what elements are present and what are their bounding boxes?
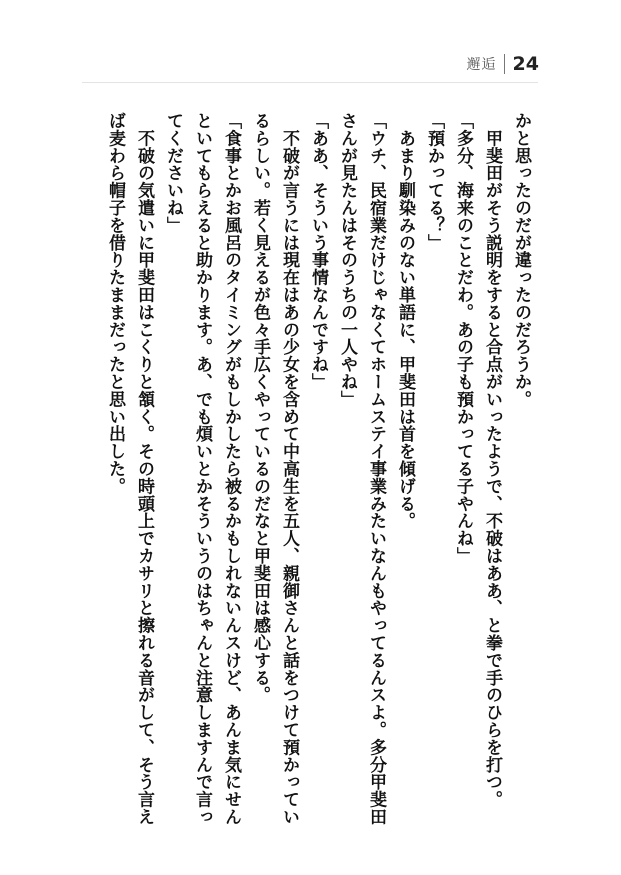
- text-line: 「ああ、そういう事情なんですね」: [308, 112, 328, 391]
- text-line: 不破の気遣いに甲斐田はこくりと頷く。その時頭上でカサリと擦れる音がして、そう言え: [134, 112, 154, 826]
- text-line: あまり馴染みのない単語に、甲斐田は首を傾げる。: [395, 112, 415, 530]
- text-line: さんが見たんはそのうちの一人やね」: [337, 112, 357, 408]
- text-line: 甲斐田がそう説明をすると合点がいったようで、不破はああ、と拳で手のひらを打つ。: [482, 112, 502, 808]
- page-number: 24: [512, 53, 539, 75]
- chapter-title: 邂逅: [466, 57, 497, 73]
- text-line: てくださいね」: [163, 112, 183, 234]
- text-line: ば麦わら帽子を借りたままだったと思い出した。: [105, 112, 125, 495]
- header-separator: [504, 54, 505, 74]
- text-line: るらしい。若く見えるが色々手広くやっているのだなと甲斐田は感心する。: [250, 112, 270, 704]
- text-line: 「預かってる？」: [424, 112, 444, 252]
- text-line: かと思ったのだが違ったのだろうか。: [511, 112, 531, 408]
- header-rule: [82, 82, 538, 83]
- text-line: 「ウチ、民宿業だけじゃなくてホームステイ事業みたいなんもやってるんスよ。多分甲斐田: [366, 112, 386, 826]
- text-line: 「食事とかお風呂のタイミングがもしかしたら被るかもしれないんスけど、あんま気にせん: [221, 112, 241, 826]
- text-line: といてもらえると助かります。あ、でも煩いとかそういうのはちゃんと注意しますんで言っ: [192, 112, 212, 826]
- text-line: 不破が言うには現在はあの少女を含めて中高生を五人、親御さんと話をつけて預かってい: [279, 112, 299, 826]
- running-header: [467, 52, 539, 76]
- text-line: 「多分、海来のことだわ。あの子も預かってる子やんね」: [453, 112, 473, 565]
- vertical-body-text: [100, 112, 535, 832]
